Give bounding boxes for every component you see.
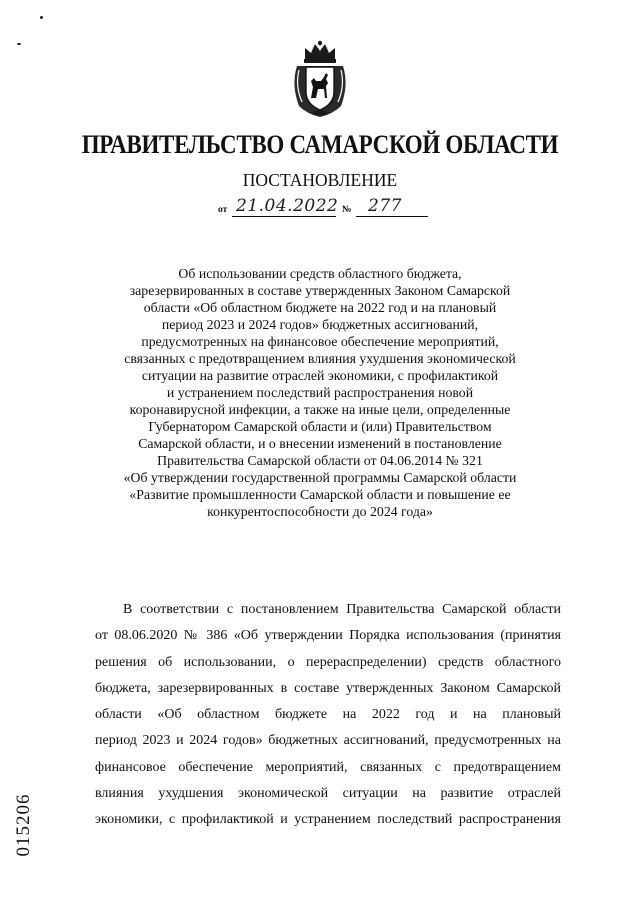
subject-line: «Об утверждении государственной программы Самарской области (123, 470, 517, 485)
subject-line: зарезервированных в составе утвержденных Законом Самарской (129, 283, 511, 298)
body-line: экономики, с профилактикой и устранением последствий распространения (95, 812, 561, 828)
document-type: ПОСТАНОВЛЕНИЕ (242, 170, 398, 190)
number-underline (356, 216, 428, 217)
body-line: от 08.06.2020 № 386 «Об утверждении Порядка использования (принятия (95, 628, 561, 644)
subject-line: Об использовании средств областного бюджета, (178, 266, 462, 281)
stamp-number: 015206 (13, 793, 34, 857)
subject-line: ситуации на развитие отраслей экономики, с профилактикой (141, 368, 499, 383)
body-paragraph (95, 597, 561, 834)
body-line: решения об использовании, о перераспределении) средств областного (95, 654, 561, 670)
number-label: № (342, 205, 352, 215)
body-line: влияния ухудшения экономической ситуации на развитие отраслей (95, 786, 561, 802)
subject-line: «Развитие промышленности Самарской области и повышение ее (129, 487, 511, 502)
samara-coat-of-arms-icon (285, 40, 355, 120)
registration-stamp (14, 790, 34, 860)
subject-line: Губернатором Самарской области и (или) Правительством (148, 419, 492, 434)
subject-line: и устранением последствий распространения новой (166, 385, 474, 400)
date-label: от (218, 205, 228, 215)
date-number-line (218, 196, 428, 218)
body-line: В соответствии с постановлением Правительства Самарской области (123, 602, 561, 617)
subject-line: связанных с предотвращением влияния ухудшения экономической (124, 351, 516, 366)
subject-line: Самарской области, и о внесении изменений в постановление (138, 436, 502, 451)
body-line: области «Об областном бюджете на 2022 год и на плановый (95, 707, 561, 723)
date-value: 21.04.2022 (236, 196, 339, 216)
subject-line: коронавирусной инфекции, а также на иные цели, определенные (129, 402, 511, 417)
document-subject (90, 265, 550, 520)
subject-line: конкурентоспособности до 2024 года» (207, 504, 433, 519)
subject-line: предусмотренных на финансовое обеспечение мероприятий, (141, 334, 499, 349)
subject-line: период 2023 и 2024 годов» бюджетных ассигнований, (161, 317, 479, 332)
scan-speck (40, 16, 43, 19)
government-title: ПРАВИТЕЛЬСТВО САМАРСКОЙ ОБЛАСТИ (81, 130, 559, 159)
number-value: 277 (368, 196, 402, 216)
body-line: период 2023 и 2024 годов» бюджетных ассигнований, предусмотренных на (95, 733, 561, 749)
date-underline (232, 216, 336, 217)
body-line: бюджета, зарезервированных в составе утвержденных Законом Самарской (95, 680, 561, 696)
body-line: финансовое обеспечение мероприятий, связанных с предотвращением (95, 759, 561, 775)
subject-line: Правительства Самарской области от 04.06.2014 № 321 (157, 453, 483, 468)
subject-line: области «Об областном бюджете на 2022 год и на плановый (143, 300, 497, 315)
scan-speck (17, 43, 21, 45)
